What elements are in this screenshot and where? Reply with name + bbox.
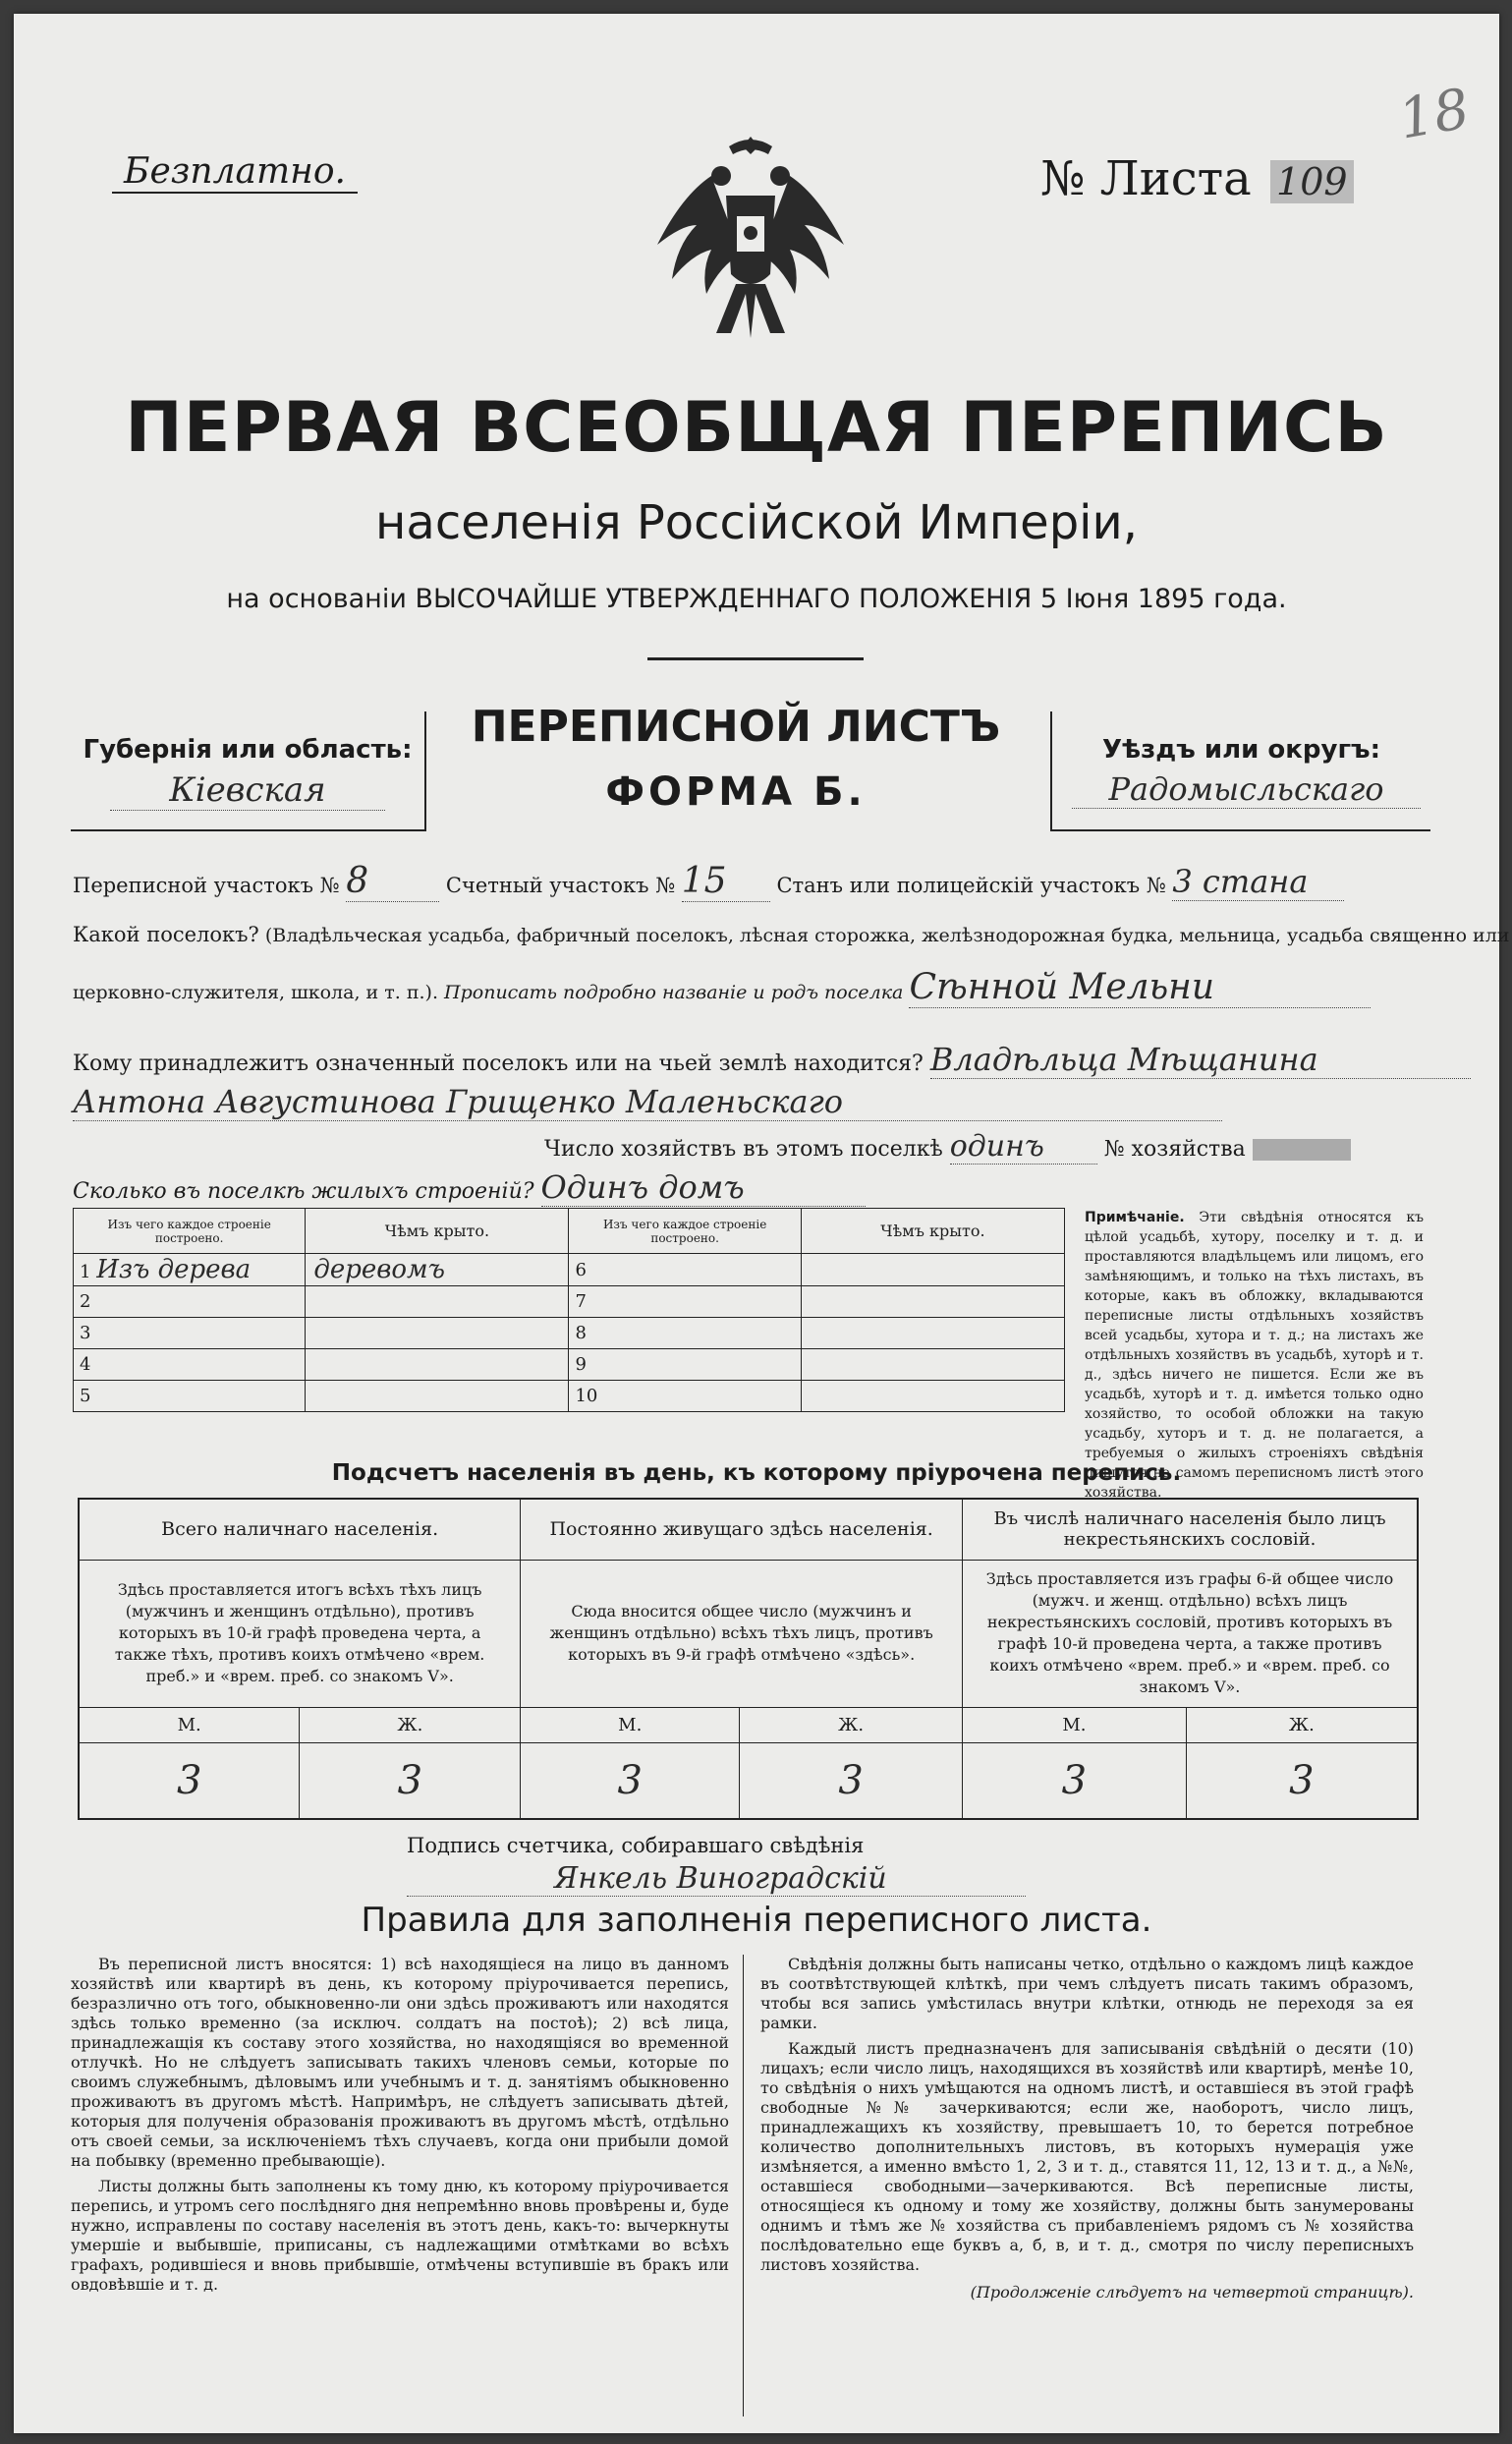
district-value: Радомысльскаго: [1072, 770, 1421, 809]
owner-row: [73, 1041, 1438, 1079]
form-title: ФОРМА Б.: [605, 769, 867, 815]
basis-line: на основаніи ВЫСОЧАЙШЕ УТВЕРЖДЕННАГО ПОЛОЖЕНІЯ 5 Іюня 1895 года.: [226, 584, 1287, 614]
household-no-label: № хозяйства: [1103, 1137, 1246, 1162]
buildings-label: Сколько въ поселкѣ жилыхъ строеній?: [73, 1179, 534, 1204]
count-zh-label: Ж.: [300, 1707, 521, 1742]
count-value: 3: [300, 1742, 521, 1819]
building-row: [74, 1318, 1065, 1349]
building-row-no: 2: [74, 1286, 306, 1318]
settlement-hint-row: [73, 923, 1510, 946]
building-row-no: 4: [74, 1349, 306, 1381]
settlement-hint-2: церковно-служителя, школа, и т. п.).: [73, 982, 438, 1003]
settlement-value-row: [73, 967, 1438, 1008]
col-roof-left: Чѣмъ крыто.: [306, 1209, 569, 1254]
building-row: [74, 1381, 1065, 1412]
count-zh-label: Ж.: [740, 1707, 963, 1742]
count-value: 3: [79, 1742, 300, 1819]
building-row-no: 8: [569, 1318, 801, 1349]
census-area-value: 8: [346, 861, 439, 902]
corner-number: 18: [1393, 77, 1475, 152]
subtitle: населенія Россійской Имперіи,: [375, 495, 1138, 550]
col-roof-right: Чѣмъ крыто.: [801, 1209, 1064, 1254]
buildings-value: Одинъ домъ: [541, 1168, 866, 1207]
count-m-label: М.: [521, 1707, 740, 1742]
rules-title: Правила для заполненія переписного листа.: [361, 1901, 1152, 1940]
building-row-no: 5: [74, 1381, 306, 1412]
rules-continued: (Продолженіе слѣдуетъ на четвертой страницѣ).: [970, 2283, 1414, 2302]
count-col1-head: Всего наличнаго населенія.: [79, 1499, 521, 1560]
households-value: одинъ: [950, 1129, 1097, 1165]
rules-right: [760, 1955, 1414, 2302]
rules-left-p2: Листы должны быть заполнены къ тому дню, къ которому пріурочивается перепись, и утромъ сего послѣдняго дня непремѣнно вновь провѣрены и, буде нужно, исправлены по составу населенія въ этотъ день, какъ-то: вычеркнуты умершіе и выбывшіе, приписаны, съ надлежащими отмѣтками во всѣхъ графахъ, родившіеся и вновь прибывшіе, отмѣчены вступившіе въ бракъ или овдовѣвшіе и т. д.: [71, 2177, 729, 2294]
census-area-row: [73, 861, 1438, 902]
free-label: Безплатно.: [124, 151, 346, 192]
province-box: [71, 711, 426, 831]
count-table: [78, 1498, 1419, 1820]
count-title: Подсчетъ населенія въ день, къ которому пріурочена перепись.: [331, 1460, 1182, 1486]
signature-value: Янкель Виноградскій: [407, 1861, 1026, 1897]
province-label: Губернія или область:: [83, 735, 413, 765]
buildings-row: [73, 1168, 957, 1207]
buildings-table: [73, 1208, 1065, 1412]
eagle-emblem-icon: [643, 127, 859, 353]
census-area-label: Переписной участокъ №: [73, 874, 340, 897]
count-value: 3: [963, 1742, 1187, 1819]
sheet-number-label: № Листа: [1040, 151, 1252, 206]
district-box: [1050, 711, 1430, 831]
col-material-left: Изъ чего каждое строеніе построено.: [74, 1209, 306, 1254]
building-material: Изъ дерева: [96, 1255, 252, 1284]
count-value: 3: [521, 1742, 740, 1819]
building-row-no: 6: [569, 1254, 801, 1286]
building-row: [74, 1254, 1065, 1286]
count-col2-text: Сюда вносится общее число (мужчинъ и женщинъ отдѣльно) всѣхъ тѣхъ лицъ, противъ которыхъ въ 9-й графѣ отмѣчено «здѣсь».: [521, 1560, 963, 1707]
signature-row: [407, 1834, 1094, 1857]
title-rule: [647, 657, 864, 660]
owner-value-2: Антона Августинова Грищенко Маленьскаго: [73, 1083, 1222, 1121]
col-material-right: Изъ чего каждое строеніе построено.: [569, 1209, 801, 1254]
stan-value: 3 стана: [1172, 863, 1344, 901]
signature-label: Подпись счетчика, собиравшаго свѣдѣнія: [407, 1834, 865, 1857]
count-col3-text: Здѣсь проставляется изъ графы 6-й общее число (мужч. и женщ. отдѣльно) всѣхъ лицъ некрестьянскихъ сословій, противъ которыхъ въ графѣ 10-й проведена черта, а также противъ коихъ отмѣчено «врем. преб.» и «врем. преб. со знакомъ V».: [963, 1560, 1418, 1707]
sheet-title: ПЕРЕПИСНОЙ ЛИСТЪ: [471, 702, 1001, 752]
building-row-no: 10: [569, 1381, 801, 1412]
building-row-no: 3: [74, 1318, 306, 1349]
census-sheet: [14, 14, 1510, 2433]
free-stamp: [112, 151, 358, 194]
building-row-no: 7: [569, 1286, 801, 1318]
rules-right-p2: Каждый листъ предназначенъ для записыванія свѣдѣній о десяти (10) лицахъ; если число лицъ, находящихся въ хозяйствѣ или квартирѣ, менѣе 10, то свѣдѣнія о нихъ умѣщаются на одномъ листѣ, и оставшіеся въ этой графѣ свободные №№ зачеркиваются; если же, наоборотъ, число лицъ, принадлежащихъ къ хозяйству, превышаетъ 10, то берется потребное количество дополнительныхъ листовъ, въ которыхъ нумерація уже измѣняется, а именно вмѣсто 1, 2, 3 и т. д., ставятся 11, 12, 13 и т. д., а №№, оставшіеся свободными—зачеркиваются. Всѣ переписные листы, относящіеся къ одному и тому же хозяйству, должны быть занумерованы однимъ и тѣмъ же № хозяйства съ прибавленіемъ рядомъ съ № хозяйства послѣдовательно еще буквъ а, б, в, и т. д., смотря по числу переписныхъ листовъ хозяйства.: [760, 2039, 1414, 2274]
building-row-no: 1: [80, 1262, 91, 1282]
main-title: ПЕРВАЯ ВСЕОБЩАЯ ПЕРЕПИСЬ: [125, 387, 1388, 468]
households-row: [544, 1129, 1438, 1165]
count-col3-head: Въ числѣ наличнаго населенія было лицъ некрестьянскихъ сословій.: [963, 1499, 1418, 1560]
count-col2-head: Постоянно живущаго здѣсь населенія.: [521, 1499, 963, 1560]
note-box: [1085, 1208, 1424, 1503]
rules-right-p1: Свѣдѣнія должны быть написаны четко, отдѣльно о каждомъ лицѣ каждое въ соотвѣтствующей клѣткѣ, при чемъ слѣдуетъ писать такимъ образомъ, чтобы вся запись умѣстилась внутри клѣтки, отнюдь не переходя за ея рамки.: [760, 1955, 1414, 2032]
sheet-title-box: [446, 702, 1026, 815]
sheet-number: [1040, 151, 1354, 206]
owner-label: Кому принадлежитъ означенный поселокъ или на чьей землѣ находится?: [73, 1051, 924, 1076]
count-area-label: Счетный участокъ №: [445, 874, 676, 897]
owner-value-1: Владѣльца Мѣщанина: [930, 1041, 1471, 1079]
rules-left: [71, 1955, 729, 2295]
note-label: Примѣчаніе.: [1085, 1210, 1185, 1225]
count-zh-label: Ж.: [1186, 1707, 1418, 1742]
note-text: Эти свѣдѣнія относятся къ цѣлой усадьбѣ, хутору, поселку и т. д. и проставляются владѣльцемъ или лицомъ, его замѣняющимъ, и только на тѣхъ листахъ, въ которые, какъ въ обложку, вкладываются переписные листы отдѣльныхъ хозяйствъ всей усадьбы, хутора и т. д.; на листахъ же отдѣльныхъ хозяйствъ въ усадьбѣ, хуторѣ и т. д., здѣсь ничего не пишется. Если же въ усадьбѣ, хуторѣ и т. д. имѣется только одно хозяйство, то особой обложки на такую усадьбу, хуторъ и т. д. не полагается, а требуемыя о жилыхъ строеніяхъ свѣдѣнія пишутся на самомъ переписномъ листѣ этого хозяйства.: [1085, 1210, 1424, 1501]
settlement-value: Сѣнной Мельни: [909, 967, 1371, 1008]
count-col1-text: Здѣсь проставляется итогъ всѣхъ тѣхъ лицъ (мужчинъ и женщинъ отдѣльно), противъ которыхъ въ 10-й графѣ проведена черта, а также тѣхъ, противъ коихъ отмѣчено «врем. преб.» и «врем. преб. со знакомъ V».: [79, 1560, 521, 1707]
building-roof: деревомъ: [306, 1254, 569, 1286]
count-area-value: 15: [682, 861, 770, 902]
settlement-label: Какой поселокъ?: [73, 923, 259, 946]
households-label: Число хозяйствъ въ этомъ поселкѣ: [544, 1137, 943, 1162]
settlement-hint-1: (Владѣльческая усадьба, фабричный поселокъ, лѣсная сторожка, желѣзнодорожная будка, мельница, усадьба священно или: [264, 925, 1510, 946]
count-value: 3: [740, 1742, 963, 1819]
building-row-no: 9: [569, 1349, 801, 1381]
province-value: Кіевская: [110, 770, 385, 811]
rules-divider: [743, 1955, 744, 2416]
count-m-label: М.: [963, 1707, 1187, 1742]
rules-left-p1: Въ переписной листъ вносятся: 1) всѣ находящіеся на лицо въ данномъ хозяйствѣ или квартирѣ въ день, къ которому пріурочивается перепись, безразлично отъ того, обыкновенно-ли они здѣсь проживаютъ или находятся здѣсь только временно (за исключ. солдатъ на постоѣ); 2) всѣ лица, принадлежащія къ составу этого хозяйства, но находящіяся во временной отлучкѣ. Но не слѣдуетъ записывать такихъ членовъ семьи, которые по своимъ служебнымъ, дѣловымъ или учебнымъ и т. д. занятіямъ обыкновенно проживаютъ въ другомъ мѣстѣ. Напримѣръ, не слѣдуетъ записывать дѣтей, которыя для полученія образованія проживаютъ въ другомъ мѣстѣ, отдѣльно отъ своей семьи, за исключеніемъ тѣхъ случаевъ, когда они прибыли домой на побывку (временно пребывающіе).: [71, 1955, 729, 2170]
building-row: [74, 1349, 1065, 1381]
count-m-label: М.: [79, 1707, 300, 1742]
count-value: 3: [1186, 1742, 1418, 1819]
district-label: Уѣздъ или округъ:: [1102, 735, 1380, 765]
stan-label: Станъ или полицейскій участокъ №: [776, 874, 1166, 897]
sheet-number-value: 109: [1270, 160, 1354, 203]
settlement-hint-3: Прописать подробно названіе и родъ поселка: [444, 982, 904, 1003]
household-no-value: [1253, 1139, 1351, 1161]
building-row: [74, 1286, 1065, 1318]
